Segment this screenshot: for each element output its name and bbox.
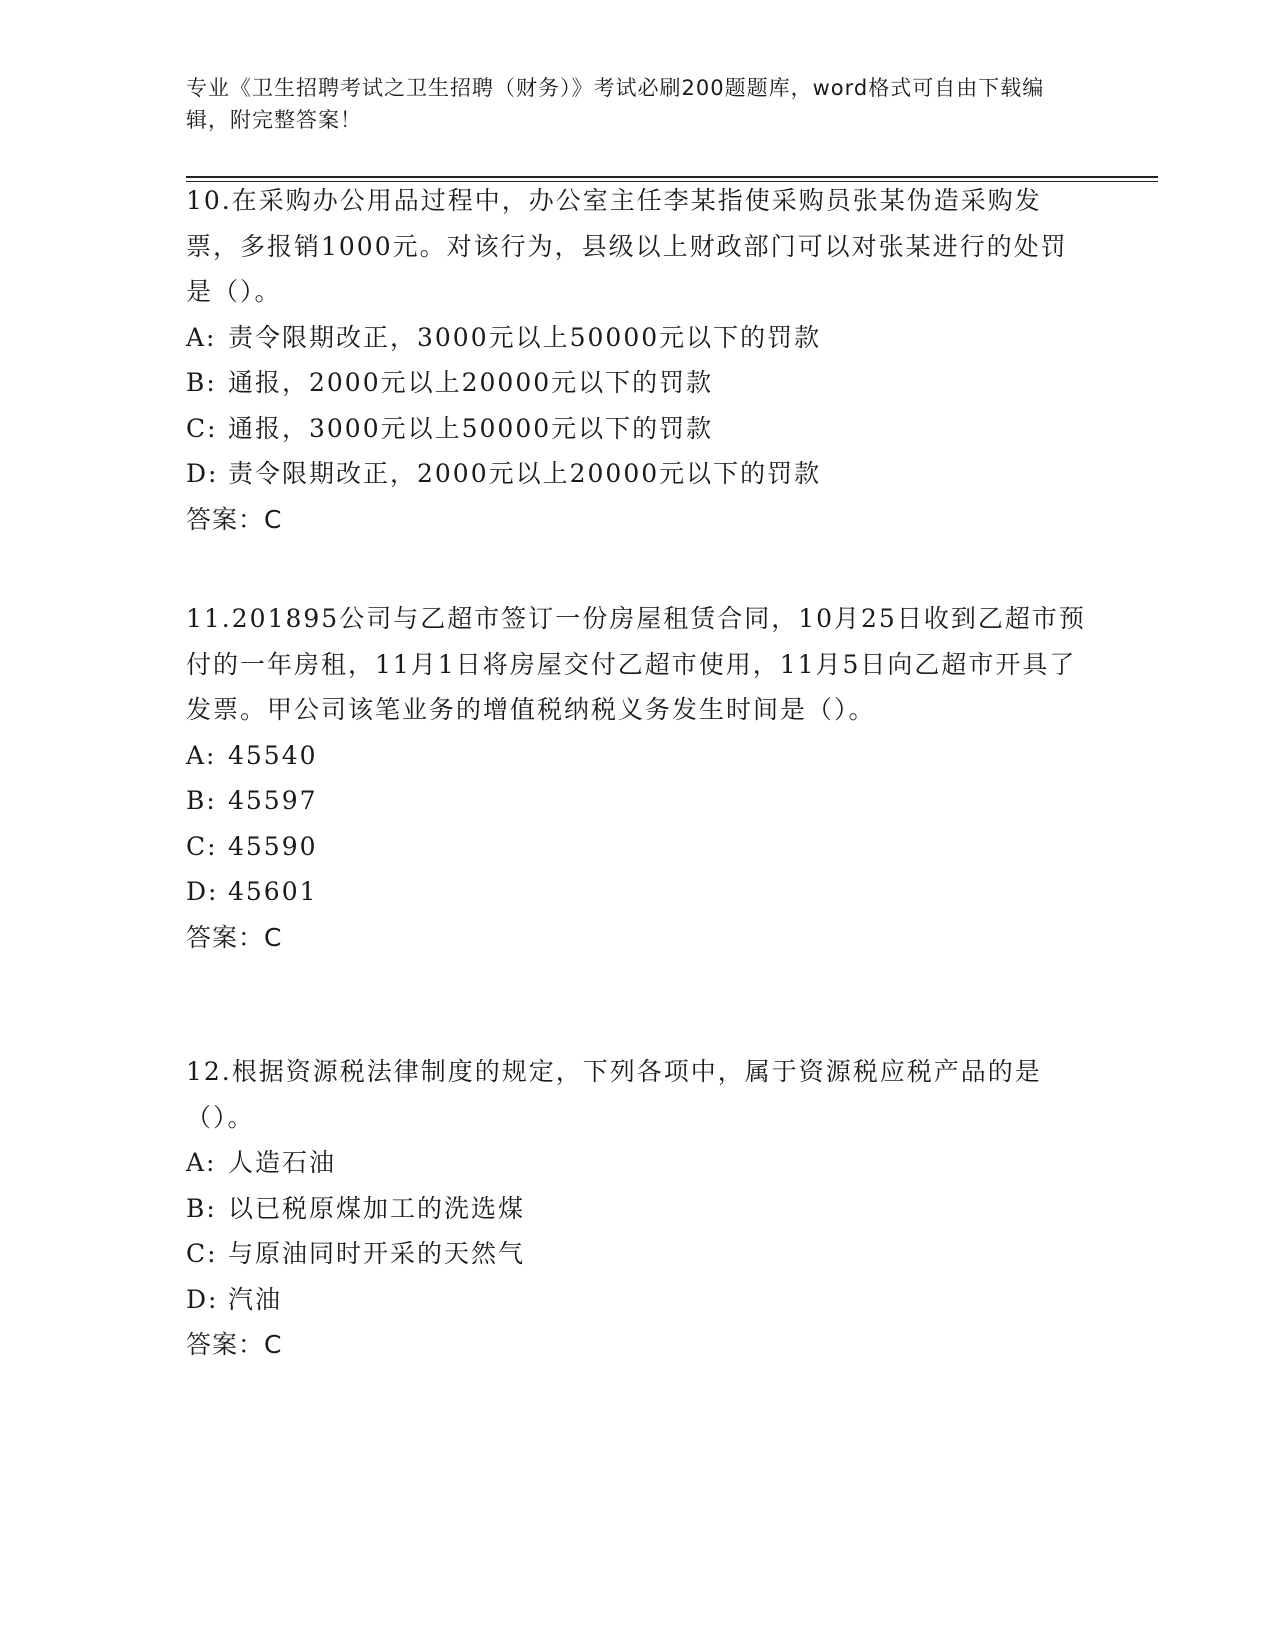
option-text: 45597 xyxy=(228,786,318,815)
option-text: 45590 xyxy=(228,831,318,861)
option-text: 与原油同时开采的天然气 xyxy=(228,1239,526,1268)
option-d xyxy=(186,451,1086,497)
answer: 答案：C xyxy=(186,504,283,534)
option-label: C: xyxy=(186,831,218,861)
option-c xyxy=(186,1231,1086,1277)
option-text: 45601 xyxy=(228,877,318,906)
option-text: 人造石油 xyxy=(228,1148,337,1177)
option-label: A: xyxy=(186,322,217,352)
document-header: 专业《卫生招聘考试之卫生招聘（财务）》考试必刷200题题库，word格式可自由下载编辑，附完整答案！ xyxy=(186,76,1045,132)
question-10 xyxy=(186,178,1086,542)
option-a xyxy=(186,733,1086,779)
option-label: C: xyxy=(186,413,218,443)
option-b xyxy=(186,1186,1086,1232)
option-label: A: xyxy=(186,1148,217,1177)
answer: 答案：C xyxy=(186,922,283,952)
option-label: D: xyxy=(186,459,219,488)
question-11 xyxy=(186,596,1086,960)
option-text: 45540 xyxy=(228,740,318,770)
option-label: A: xyxy=(186,740,217,770)
option-label: B: xyxy=(186,368,217,397)
option-c xyxy=(186,406,1086,452)
option-b xyxy=(186,778,1086,824)
option-d xyxy=(186,1277,1086,1323)
option-b xyxy=(186,360,1086,406)
question-stem: 10.在采购办公用品过程中，办公室主任李某指使采购员张某伪造采购发票，多报销1000元。对该行为，县级以上财政部门可以对张某进行的处罚是（）。 xyxy=(186,186,1068,306)
option-label: C: xyxy=(186,1239,218,1268)
answer: 答案：C xyxy=(186,1330,283,1359)
option-text: 通报，3000元以上50000元以下的罚款 xyxy=(228,413,714,443)
option-a xyxy=(186,1140,1086,1186)
option-text: 以已税原煤加工的洗选煤 xyxy=(228,1193,526,1223)
option-label: D: xyxy=(186,1284,219,1314)
option-text: 汽油 xyxy=(228,1284,283,1314)
option-label: B: xyxy=(186,786,217,815)
option-text: 通报，2000元以上20000元以下的罚款 xyxy=(228,368,714,397)
option-text: 责令限期改正，3000元以上50000元以下的罚款 xyxy=(228,322,822,352)
option-text: 责令限期改正，2000元以上20000元以下的罚款 xyxy=(228,459,822,488)
option-c xyxy=(186,824,1086,870)
option-d xyxy=(186,869,1086,915)
option-label: D: xyxy=(186,877,219,906)
question-12 xyxy=(186,1049,1086,1368)
option-a xyxy=(186,315,1086,361)
question-stem: 11.201895公司与乙超市签订一份房屋租赁合同，10月25日收到乙超市预付的一年房租，11月1日将房屋交付乙超市使用，11月5日向乙超市开具了发票。甲公司该笔业务的增值税纳税义务发生时间是（）。 xyxy=(186,604,1086,724)
option-label: B: xyxy=(186,1193,217,1223)
question-stem: 12.根据资源税法律制度的规定，下列各项中，属于资源税应税产品的是（）。 xyxy=(186,1057,1042,1132)
